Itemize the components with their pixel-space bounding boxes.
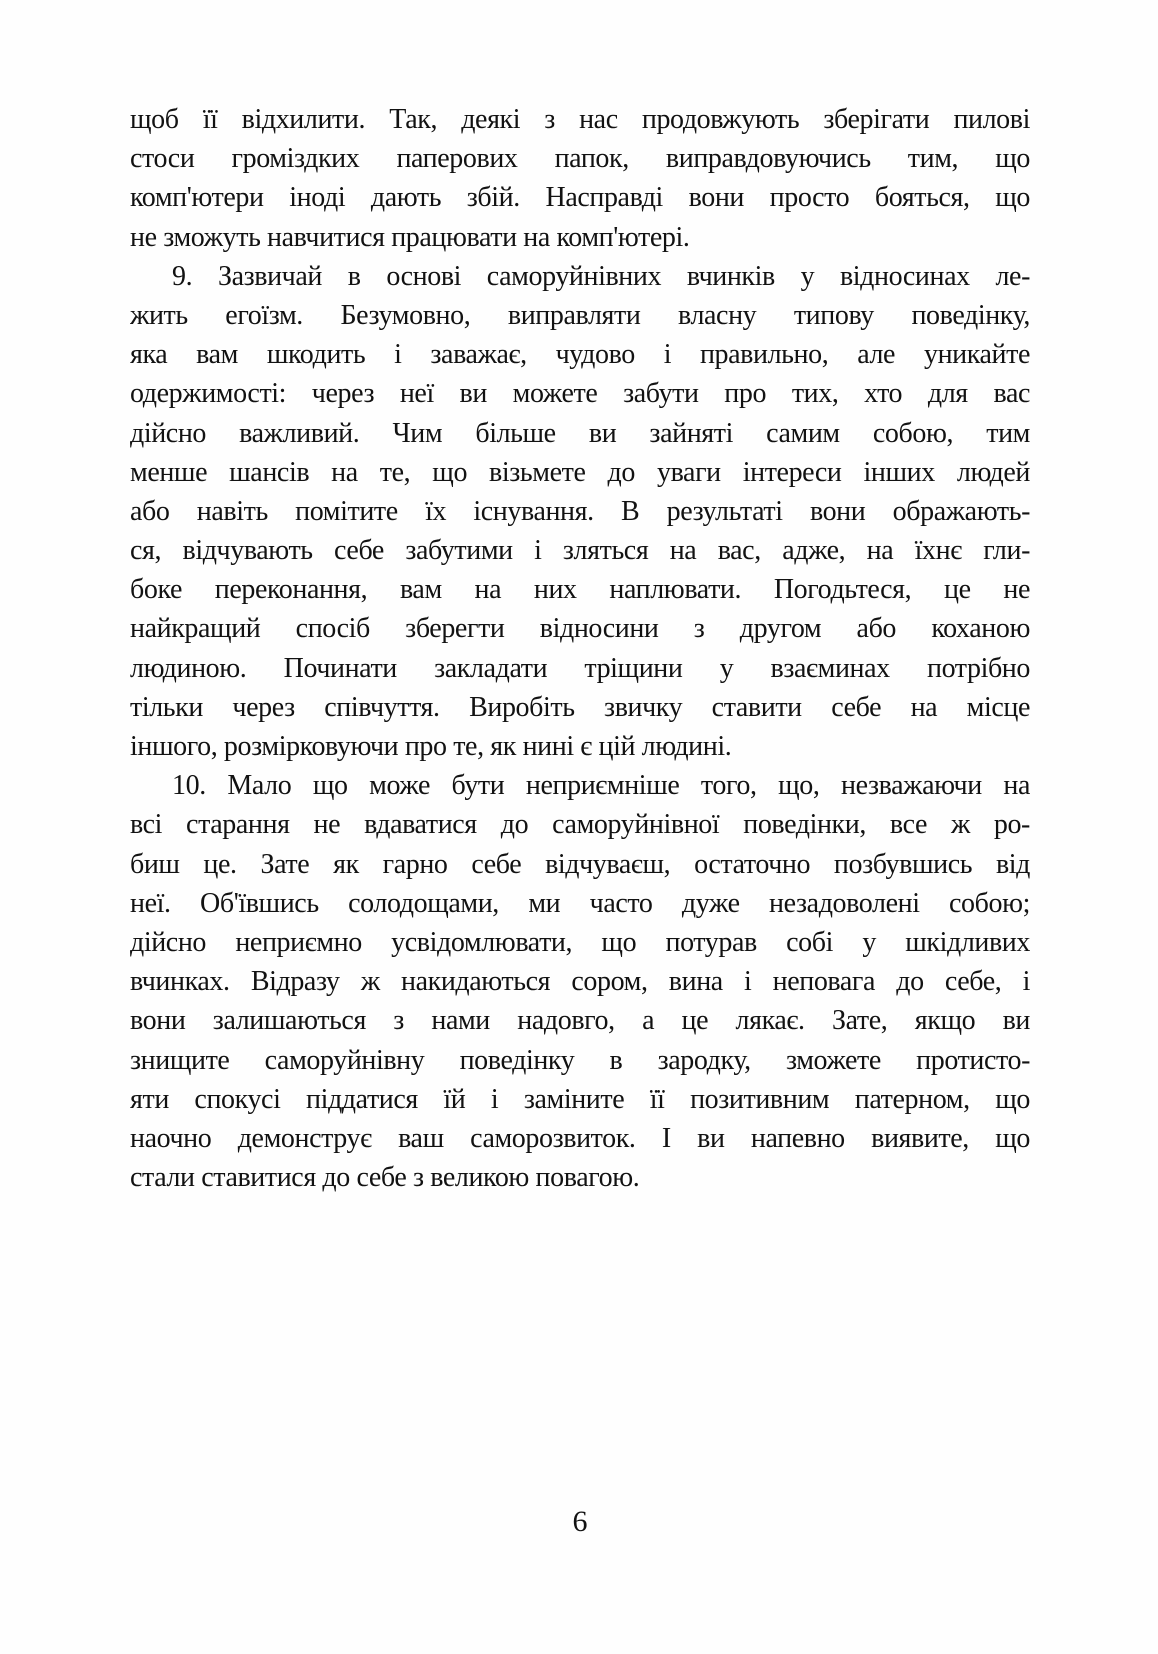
text-line: знищите саморуйнівну поведінку в зародку, зможете протисто-	[130, 1044, 1030, 1076]
text-line: 10. Мало що може бути неприємніше того, що, незважаючи на	[172, 770, 1030, 802]
text-line: всі старання не вдаватися до саморуйнівної поведінки, все ж ро-	[130, 809, 1030, 841]
paragraph	[130, 257, 1030, 766]
text-line: найкращий спосіб зберегти відносини з другом або коханою	[130, 613, 1030, 645]
page-number: 6	[572, 1505, 588, 1538]
text-line: 9. Зазвичай в основі саморуйнівних вчинків у відносинах ле-	[172, 260, 1030, 292]
text-line: дійсно неприємно усвідомлювати, що потурав собі у шкідливих	[130, 926, 1030, 958]
text-line: неї. Об'ївшись солодощами, ми часто дуже незадоволені собою;	[130, 887, 1030, 919]
text-line: комп'ютери іноді дають збій. Насправді вони просто бояться, що	[130, 182, 1030, 214]
text-line: биш це. Зате як гарно себе відчуваєш, остаточно позбувшись від	[130, 848, 1030, 880]
text-line: стоси громіздких паперових папок, виправдовуючись тим, що	[130, 143, 1030, 175]
text-line: боке переконання, вам на них наплювати. Погодьтеся, це не	[130, 574, 1030, 606]
text-line: дійсно важливий. Чим більше ви зайняті самим собою, тим	[130, 417, 1030, 449]
text-line: вчинках. Відразу ж накидаються сором, вина і неповага до себе, і	[130, 966, 1030, 998]
text-line: менше шансів на те, що візьмете до уваги інтереси інших людей	[130, 456, 1030, 488]
text-line: не зможуть навчитися працювати на комп'ютері.	[130, 221, 690, 253]
paragraph	[130, 100, 1030, 257]
text-line: одержимості: через неї ви можете забути про тих, хто для вас	[130, 378, 1030, 410]
text-line: стали ставитися до себе з великою повагою.	[130, 1162, 640, 1194]
text-line: тільки через співчуття. Виробіть звичку ставити себе на місце	[130, 691, 1030, 723]
text-line: іншого, розмірковуючи про те, як нині є цій людині.	[130, 731, 732, 762]
paragraph	[130, 766, 1030, 1197]
text-line: жить егоїзм. Безумовно, виправляти власну типову поведінку,	[130, 299, 1030, 331]
text-line: ся, відчувають себе забутими і зляться на вас, адже, на їхнє гли-	[130, 535, 1030, 567]
text-line: або навіть помітите їх існування. В результаті вони ображають-	[130, 495, 1030, 527]
text-line: вони залишаються з нами надовго, а це лякає. Зате, якщо ви	[130, 1005, 1030, 1037]
text-line: наочно демонструє ваш саморозвиток. І ви напевно виявите, що	[130, 1122, 1030, 1154]
text-line: людиною. Починати закладати тріщини у взаєминах потрібно	[130, 652, 1030, 684]
text-line: щоб її відхилити. Так, деякі з нас продовжують зберігати пилові	[130, 104, 1030, 135]
text-line: яти спокусі піддатися їй і заміните її позитивним патерном, що	[130, 1083, 1030, 1115]
text-line: яка вам шкодить і заважає, чудово і правильно, але уникайте	[130, 339, 1030, 371]
text-block	[130, 100, 1030, 1197]
